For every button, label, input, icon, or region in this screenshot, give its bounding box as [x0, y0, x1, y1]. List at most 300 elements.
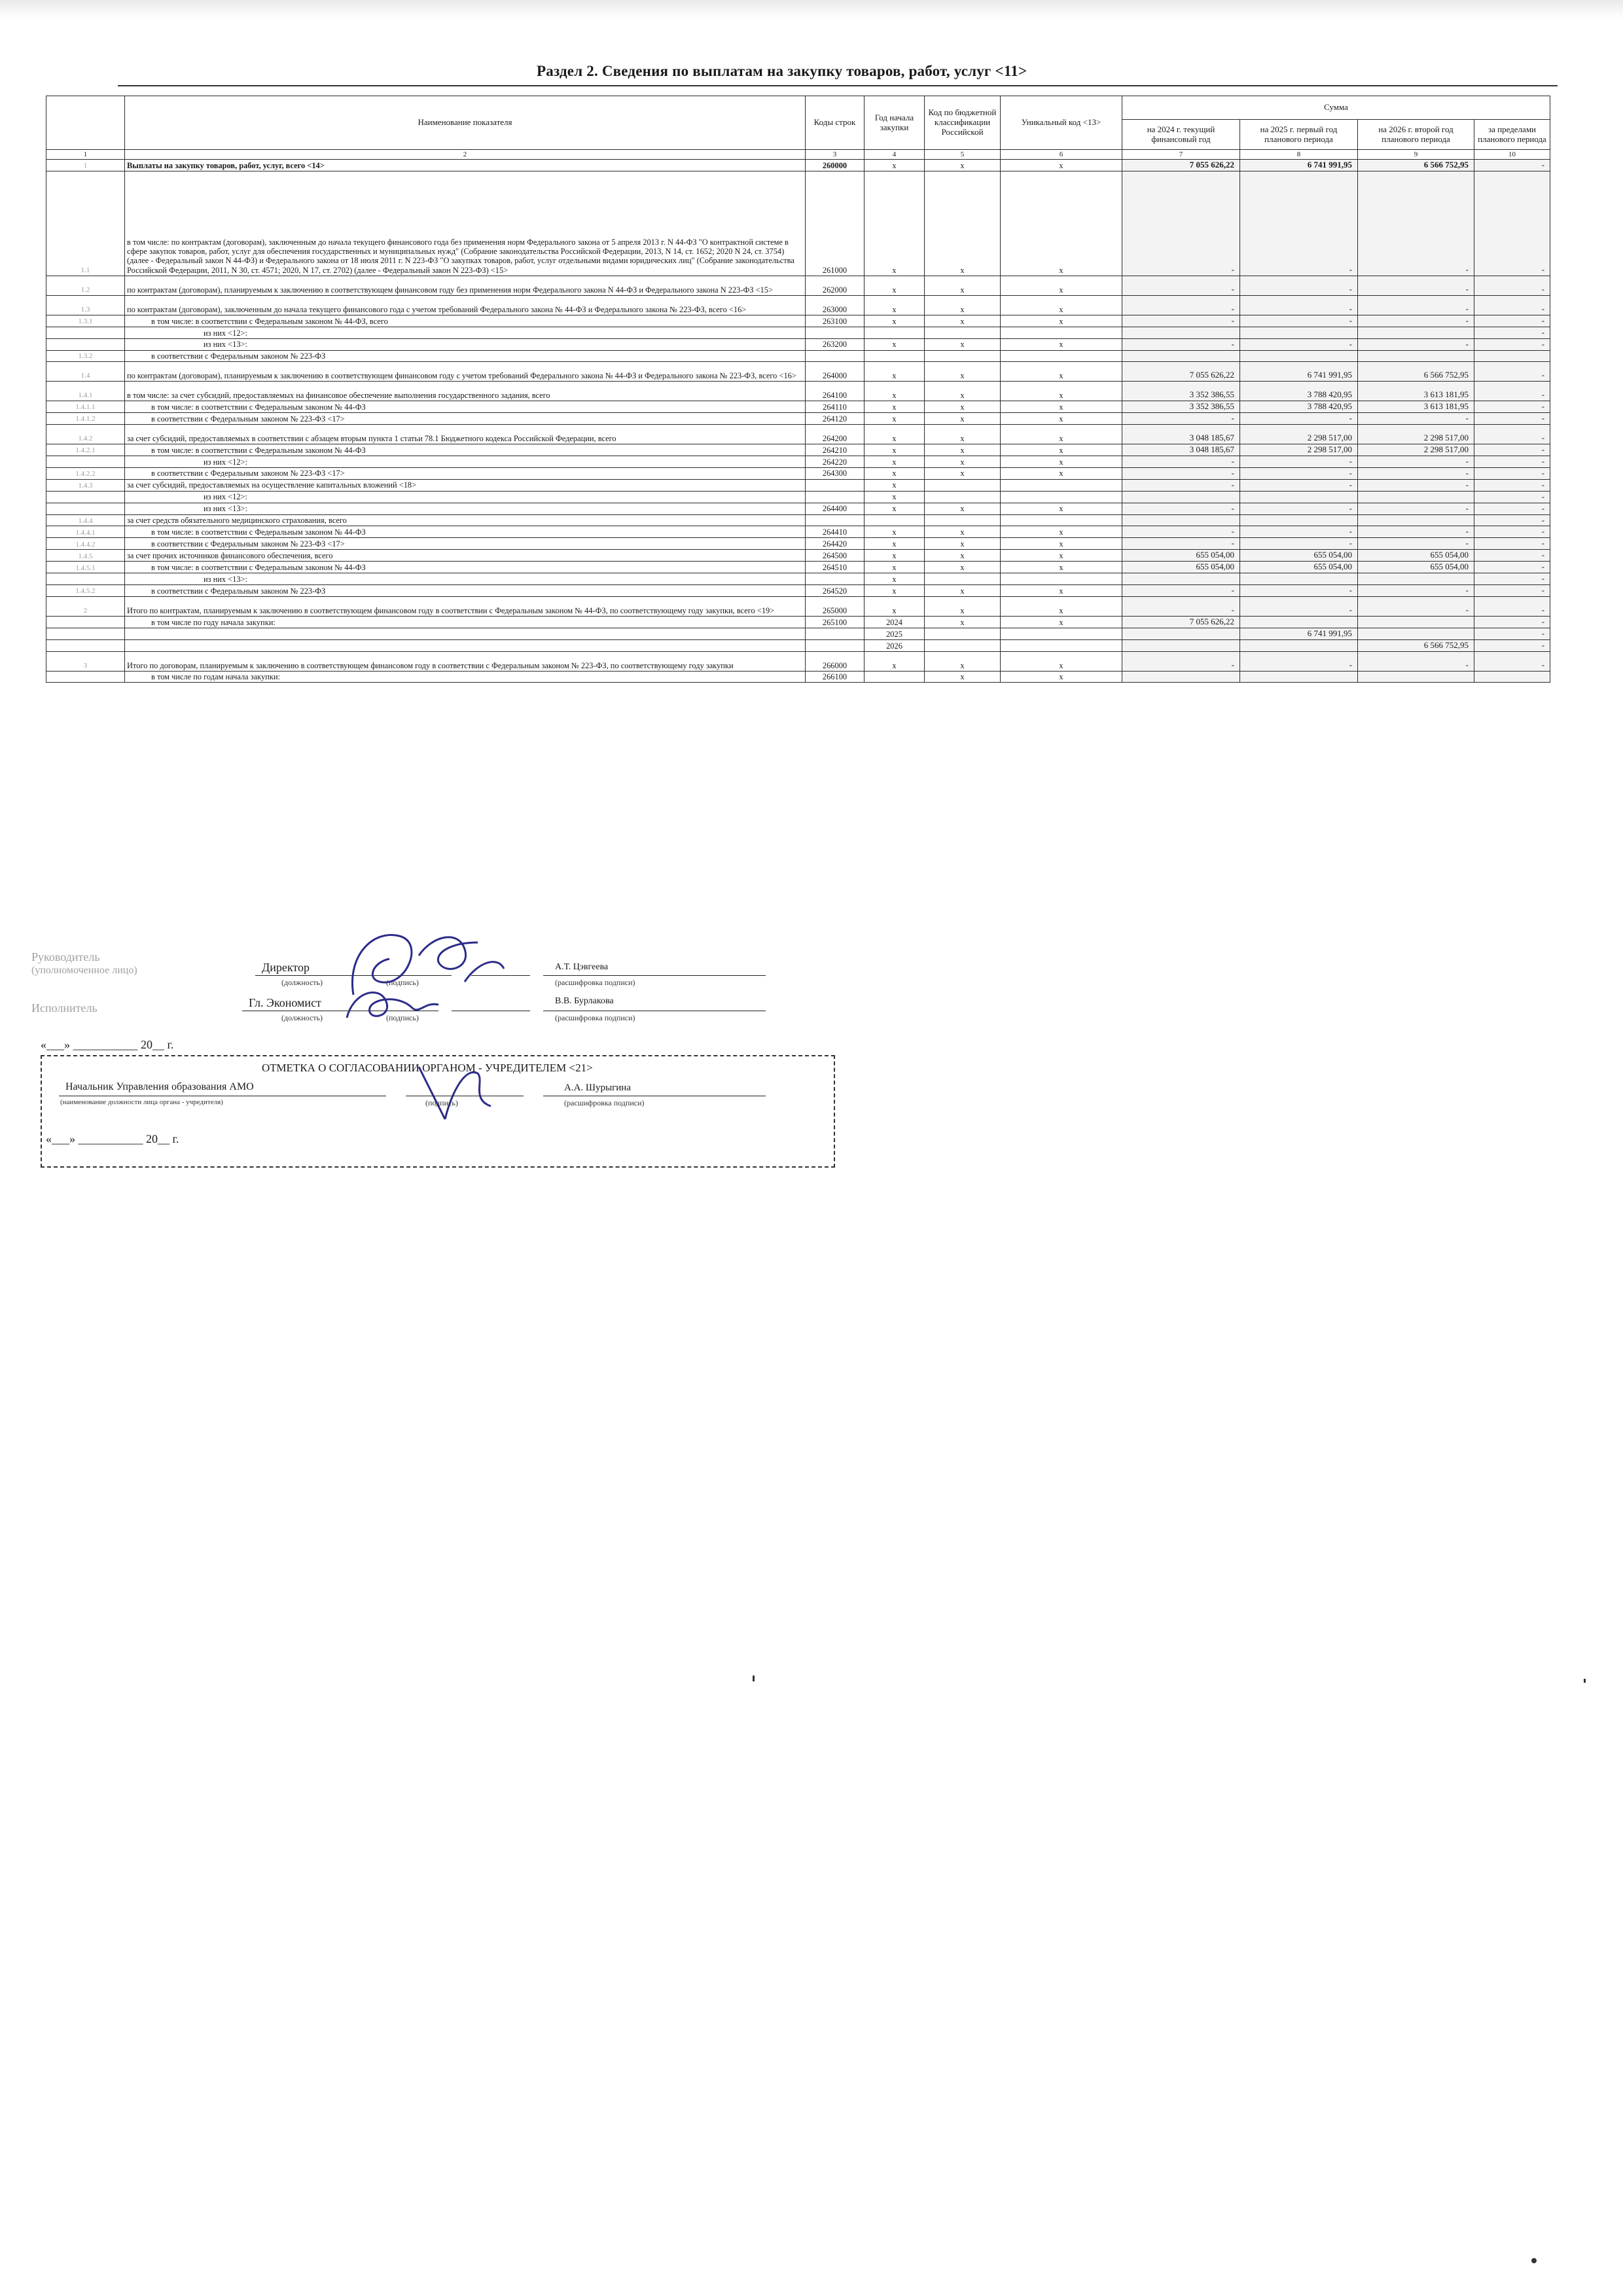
sum-2026 — [1358, 491, 1474, 503]
unique-code: x — [1001, 171, 1122, 276]
table-row — [46, 526, 1550, 538]
row-number: 1.3 — [46, 295, 125, 315]
sum-beyond: - — [1474, 456, 1550, 467]
sum-2026: 3 613 181,95 — [1358, 401, 1474, 413]
indicator-name: в том числе по году начала закупки: — [125, 617, 806, 628]
indicator-name: из них <12>: — [125, 491, 806, 503]
sum-2025: 3 788 420,95 — [1240, 401, 1358, 413]
budget-code — [925, 327, 1001, 338]
budget-code: x — [925, 401, 1001, 413]
sum-beyond: - — [1474, 617, 1550, 628]
sum-beyond: - — [1474, 276, 1550, 295]
row-number: 1.4.1.1 — [46, 401, 125, 413]
unique-code: x — [1001, 362, 1122, 382]
table-row — [46, 538, 1550, 550]
col-2025-header: на 2025 г. первый год планового периода — [1240, 120, 1358, 150]
sum-2024: - — [1122, 171, 1240, 276]
table-row — [46, 401, 1550, 413]
sum-2024: 3 048 185,67 — [1122, 444, 1240, 456]
sum-2024: 3 048 185,67 — [1122, 424, 1240, 444]
exec-signature-caption: (подпись) — [386, 1013, 419, 1022]
table-row — [46, 617, 1550, 628]
sum-2026: - — [1358, 503, 1474, 514]
row-number — [46, 338, 125, 350]
sum-2025 — [1240, 350, 1358, 361]
unique-code: x — [1001, 382, 1122, 401]
row-number: 1.4.4.2 — [46, 538, 125, 550]
unique-code — [1001, 573, 1122, 585]
sum-2026: 6 566 752,95 — [1358, 160, 1474, 171]
sum-2025: - — [1240, 338, 1358, 350]
col-beyond-header: за пределами планового периода — [1474, 120, 1550, 150]
scan-speck — [753, 1676, 755, 1681]
row-number: 1.4.2.2 — [46, 467, 125, 479]
sum-2026 — [1358, 573, 1474, 585]
unique-code: x — [1001, 276, 1122, 295]
unique-code — [1001, 514, 1122, 526]
indicator-name: в том числе: за счет субсидий, предоставляемых на финансовое обеспечение выполнения государственного задания, всего — [125, 382, 806, 401]
table-row — [46, 276, 1550, 295]
sum-beyond: - — [1474, 562, 1550, 573]
row-code — [806, 479, 865, 491]
sum-2024: - — [1122, 526, 1240, 538]
col-rowno-header — [46, 96, 125, 150]
unique-code — [1001, 639, 1122, 651]
row-code: 263200 — [806, 338, 865, 350]
row-code — [806, 514, 865, 526]
row-number: 1.4.3 — [46, 479, 125, 491]
sum-2025: 2 298 517,00 — [1240, 424, 1358, 444]
budget-code: x — [925, 160, 1001, 171]
row-number — [46, 573, 125, 585]
sum-2024: - — [1122, 276, 1240, 295]
head-signature-caption: (подпись) — [386, 978, 419, 987]
table-row — [46, 456, 1550, 467]
col-index: 5 — [925, 150, 1001, 160]
unique-code — [1001, 628, 1122, 640]
sum-2025: 655 054,00 — [1240, 562, 1358, 573]
row-code: 264210 — [806, 444, 865, 456]
sum-beyond: - — [1474, 514, 1550, 526]
row-code — [806, 327, 865, 338]
indicator-name: в соответствии с Федеральным законом № 223-ФЗ <17> — [125, 412, 806, 424]
budget-code: x — [925, 456, 1001, 467]
budget-code — [925, 350, 1001, 361]
row-code: 264510 — [806, 562, 865, 573]
indicator-name — [125, 639, 806, 651]
sum-2025: - — [1240, 503, 1358, 514]
sum-2025: - — [1240, 456, 1358, 467]
col-index: 8 — [1240, 150, 1358, 160]
sum-2026: - — [1358, 479, 1474, 491]
table-row — [46, 295, 1550, 315]
row-code — [806, 350, 865, 361]
row-code: 263000 — [806, 295, 865, 315]
budget-code: x — [925, 171, 1001, 276]
sum-2024: 7 055 626,22 — [1122, 617, 1240, 628]
row-number: 1.4.2.1 — [46, 444, 125, 456]
sum-2026 — [1358, 671, 1474, 682]
column-index-row — [46, 150, 1550, 160]
row-code: 265000 — [806, 597, 865, 617]
indicator-name: в соответствии с Федеральным законом № 223-ФЗ — [125, 585, 806, 597]
table-row — [46, 597, 1550, 617]
sum-2025: 2 298 517,00 — [1240, 444, 1358, 456]
row-code: 266100 — [806, 671, 865, 682]
purchase-year: x — [865, 401, 925, 413]
indicator-name — [125, 628, 806, 640]
row-number: 1.4.2 — [46, 424, 125, 444]
indicator-name: в том числе по годам начала закупки: — [125, 671, 806, 682]
exec-name: В.В. Бурлакова — [555, 996, 614, 1006]
row-number: 1.3.1 — [46, 315, 125, 327]
sum-2025: 6 741 991,95 — [1240, 362, 1358, 382]
purchase-year: x — [865, 467, 925, 479]
sum-2026: 655 054,00 — [1358, 562, 1474, 573]
purchase-year: x — [865, 338, 925, 350]
row-code — [806, 639, 865, 651]
sum-beyond — [1474, 671, 1550, 682]
head-position-caption: (должность) — [281, 978, 323, 987]
sum-2024 — [1122, 327, 1240, 338]
budget-code: x — [925, 362, 1001, 382]
unique-code: x — [1001, 550, 1122, 562]
table-row — [46, 651, 1550, 671]
table-row — [46, 639, 1550, 651]
unique-code: x — [1001, 526, 1122, 538]
purchase-year: x — [865, 456, 925, 467]
row-number: 1.4.4.1 — [46, 526, 125, 538]
sum-beyond: - — [1474, 550, 1550, 562]
row-number: 1.4.5.2 — [46, 585, 125, 597]
unique-code: x — [1001, 538, 1122, 550]
budget-code: x — [925, 597, 1001, 617]
sum-2026: - — [1358, 526, 1474, 538]
purchase-year — [865, 514, 925, 526]
sum-beyond: - — [1474, 538, 1550, 550]
sum-2024 — [1122, 350, 1240, 361]
table-row — [46, 350, 1550, 361]
sum-2025 — [1240, 514, 1358, 526]
sum-2025: - — [1240, 479, 1358, 491]
sum-beyond: - — [1474, 160, 1550, 171]
row-number — [46, 456, 125, 467]
indicator-name: в том числе: в соответствии с Федеральным законом № 44-ФЗ — [125, 562, 806, 573]
row-number: 1.2 — [46, 276, 125, 295]
exec-position: Гл. Экономист — [249, 996, 321, 1009]
col-2026-header: на 2026 г. второй год планового периода — [1358, 120, 1474, 150]
sum-2026: - — [1358, 467, 1474, 479]
indicator-name: за счет прочих источников финансового обеспечения, всего — [125, 550, 806, 562]
indicator-name: Итого по договорам, планируемым к заключению в соответствующем финансовом году в соответствии с Федеральным законом № 223-ФЗ, по соответствующему году закупки — [125, 651, 806, 671]
sum-2026: 6 566 752,95 — [1358, 362, 1474, 382]
sum-2024: - — [1122, 503, 1240, 514]
budget-code — [925, 573, 1001, 585]
indicator-name: в соответствии с Федеральным законом № 223-ФЗ <17> — [125, 467, 806, 479]
unique-code: x — [1001, 503, 1122, 514]
row-number: 1.3.2 — [46, 350, 125, 361]
row-code: 264120 — [806, 412, 865, 424]
sum-2024: 655 054,00 — [1122, 562, 1240, 573]
sum-2026: - — [1358, 597, 1474, 617]
row-number — [46, 503, 125, 514]
row-number — [46, 491, 125, 503]
budget-code: x — [925, 526, 1001, 538]
sum-2026: 3 613 181,95 — [1358, 382, 1474, 401]
purchase-year — [865, 671, 925, 682]
table-row — [46, 628, 1550, 640]
budget-code: x — [925, 585, 1001, 597]
row-number — [46, 628, 125, 640]
table-row — [46, 160, 1550, 171]
head-label: Руководитель — [31, 950, 100, 963]
unique-code — [1001, 479, 1122, 491]
budget-code — [925, 514, 1001, 526]
sum-beyond: - — [1474, 597, 1550, 617]
col-index: 6 — [1001, 150, 1122, 160]
unique-code: x — [1001, 562, 1122, 573]
row-number: 1.4 — [46, 362, 125, 382]
table-row — [46, 171, 1550, 276]
sum-2024 — [1122, 514, 1240, 526]
sum-2026: 2 298 517,00 — [1358, 444, 1474, 456]
table-row — [46, 424, 1550, 444]
row-number: 1.4.5 — [46, 550, 125, 562]
table-body — [46, 160, 1550, 683]
unique-code — [1001, 350, 1122, 361]
sum-beyond: - — [1474, 412, 1550, 424]
budget-code — [925, 479, 1001, 491]
sum-2026: - — [1358, 538, 1474, 550]
sum-2025 — [1240, 573, 1358, 585]
budget-code: x — [925, 444, 1001, 456]
sum-2025: 3 788 420,95 — [1240, 382, 1358, 401]
sum-2025 — [1240, 617, 1358, 628]
sum-2024: - — [1122, 597, 1240, 617]
sum-2024: - — [1122, 338, 1240, 350]
unique-code: x — [1001, 424, 1122, 444]
sum-2026: 6 566 752,95 — [1358, 639, 1474, 651]
purchase-year: x — [865, 550, 925, 562]
sum-2026: - — [1358, 276, 1474, 295]
page-title: Раздел 2. Сведения по выплатам на закупку товаров, работ, услуг <11> — [537, 63, 1027, 79]
purchase-year — [865, 350, 925, 361]
sum-beyond: - — [1474, 479, 1550, 491]
table-row — [46, 503, 1550, 514]
sum-2025: - — [1240, 538, 1358, 550]
row-code: 261000 — [806, 171, 865, 276]
sum-2026 — [1358, 514, 1474, 526]
col-index: 1 — [46, 150, 125, 160]
sum-2025: - — [1240, 467, 1358, 479]
unique-code: x — [1001, 671, 1122, 682]
sum-2026 — [1358, 617, 1474, 628]
purchase-year: x — [865, 538, 925, 550]
sum-2026: - — [1358, 585, 1474, 597]
budget-code: x — [925, 651, 1001, 671]
sum-2025 — [1240, 327, 1358, 338]
sum-2024: 3 352 386,55 — [1122, 382, 1240, 401]
sum-2025: - — [1240, 315, 1358, 327]
sum-2026: 2 298 517,00 — [1358, 424, 1474, 444]
indicator-name: Итого по контрактам, планируемым к заключению в соответствующем финансовом году в соответствии с Федеральным законом № 44-ФЗ, по соответствующему году закупки, всего <19> — [125, 597, 806, 617]
purchase-year: x — [865, 315, 925, 327]
row-code: 262000 — [806, 276, 865, 295]
sum-2025: 6 741 991,95 — [1240, 160, 1358, 171]
purchase-year: x — [865, 479, 925, 491]
budget-code: x — [925, 671, 1001, 682]
row-code: 264100 — [806, 382, 865, 401]
signature-date: «___» ___________ 20__ г. — [41, 1038, 174, 1051]
payments-table — [46, 96, 1550, 683]
purchase-year: 2026 — [865, 639, 925, 651]
sum-2024: 7 055 626,22 — [1122, 160, 1240, 171]
budget-code: x — [925, 550, 1001, 562]
head-sub-label: (уполномоченное лицо) — [31, 965, 137, 976]
col-unique-header: Уникальный код <13> — [1001, 96, 1122, 150]
purchase-year: 2025 — [865, 628, 925, 640]
row-code: 264300 — [806, 467, 865, 479]
indicator-name: по контрактам (договорам), планируемым к заключению в соответствующем финансовом году с учетом требований Федерального закона № 44-ФЗ и Федерального закона № 223-ФЗ, всего <16> — [125, 362, 806, 382]
head-name-caption: (расшифровка подписи) — [555, 978, 635, 987]
row-code: 264200 — [806, 424, 865, 444]
table-row — [46, 491, 1550, 503]
row-code: 260000 — [806, 160, 865, 171]
unique-code: x — [1001, 617, 1122, 628]
sum-2025: - — [1240, 276, 1358, 295]
row-code: 264420 — [806, 538, 865, 550]
sum-2025 — [1240, 639, 1358, 651]
executor-signature-mark — [340, 982, 445, 1028]
budget-code: x — [925, 382, 1001, 401]
row-code — [806, 491, 865, 503]
sum-2024 — [1122, 639, 1240, 651]
row-code: 266000 — [806, 651, 865, 671]
budget-code: x — [925, 315, 1001, 327]
row-number: 3 — [46, 651, 125, 671]
row-number: 2 — [46, 597, 125, 617]
purchase-year: x — [865, 444, 925, 456]
indicator-name: из них <13>: — [125, 573, 806, 585]
sum-2026: 655 054,00 — [1358, 550, 1474, 562]
table-row — [46, 362, 1550, 382]
approval-date: «___» ___________ 20__ г. — [46, 1132, 179, 1145]
sum-2024 — [1122, 628, 1240, 640]
col-index: 3 — [806, 150, 865, 160]
approval-signature-caption: (подпись) — [425, 1098, 458, 1107]
sum-beyond: - — [1474, 401, 1550, 413]
sum-2024: - — [1122, 295, 1240, 315]
row-code: 264500 — [806, 550, 865, 562]
sum-2024: 655 054,00 — [1122, 550, 1240, 562]
sum-2026: - — [1358, 412, 1474, 424]
table-row — [46, 412, 1550, 424]
row-code: 264520 — [806, 585, 865, 597]
row-code: 264110 — [806, 401, 865, 413]
unique-code: x — [1001, 412, 1122, 424]
row-number — [46, 639, 125, 651]
purchase-year: x — [865, 382, 925, 401]
unique-code: x — [1001, 295, 1122, 315]
table-row — [46, 327, 1550, 338]
col-2024-header: на 2024 г. текущий финансовый год — [1122, 120, 1240, 150]
indicator-name: за счет средств обязательного медицинского страхования, всего — [125, 514, 806, 526]
sum-2026: - — [1358, 171, 1474, 276]
indicator-name: из них <12>: — [125, 456, 806, 467]
sum-beyond: - — [1474, 327, 1550, 338]
head-name-line — [543, 975, 766, 976]
indicator-name: в том числе: в соответствии с Федеральным законом № 44-ФЗ, всего — [125, 315, 806, 327]
sum-2026: - — [1358, 456, 1474, 467]
sum-2025: - — [1240, 585, 1358, 597]
row-number: 1.1 — [46, 171, 125, 276]
indicator-name: за счет субсидий, предоставляемых в соответствии с абзацем вторым пункта 1 статьи 78.1 Бюджетного кодекса Российской Федерации, всего — [125, 424, 806, 444]
table-row — [46, 585, 1550, 597]
sum-beyond: - — [1474, 628, 1550, 640]
sum-2024 — [1122, 491, 1240, 503]
sum-2024: 7 055 626,22 — [1122, 362, 1240, 382]
unique-code: x — [1001, 651, 1122, 671]
sum-2024: - — [1122, 479, 1240, 491]
budget-code — [925, 639, 1001, 651]
sum-2025: - — [1240, 412, 1358, 424]
indicator-name: за счет субсидий, предоставляемых на осуществление капитальных вложений <18> — [125, 479, 806, 491]
purchase-year: x — [865, 503, 925, 514]
sum-2025 — [1240, 671, 1358, 682]
sum-2024 — [1122, 671, 1240, 682]
head-name: А.Т. Цэвгеева — [555, 962, 609, 972]
sum-beyond: - — [1474, 526, 1550, 538]
sum-2025 — [1240, 491, 1358, 503]
sum-beyond: - — [1474, 382, 1550, 401]
purchase-year: x — [865, 597, 925, 617]
budget-code — [925, 628, 1001, 640]
sum-2025: - — [1240, 651, 1358, 671]
sum-beyond: - — [1474, 424, 1550, 444]
col-index: 9 — [1358, 150, 1474, 160]
approval-heading: ОТМЕТКА О СОГЛАСОВАНИИ ОРГАНОМ - УЧРЕДИТЕЛЕМ <21> — [262, 1062, 593, 1074]
purchase-year: x — [865, 424, 925, 444]
table-row — [46, 444, 1550, 456]
unique-code: x — [1001, 467, 1122, 479]
sum-2024 — [1122, 573, 1240, 585]
purchase-year: x — [865, 491, 925, 503]
row-code: 264220 — [806, 456, 865, 467]
sum-2025: 6 741 991,95 — [1240, 628, 1358, 640]
purchase-year: x — [865, 573, 925, 585]
sum-beyond: - — [1474, 338, 1550, 350]
sum-beyond: - — [1474, 295, 1550, 315]
budget-code: x — [925, 412, 1001, 424]
purchase-year: x — [865, 160, 925, 171]
row-code: 263100 — [806, 315, 865, 327]
unique-code: x — [1001, 315, 1122, 327]
row-number: 1.4.5.1 — [46, 562, 125, 573]
row-code: 264400 — [806, 503, 865, 514]
exec-position-caption: (должность) — [281, 1013, 323, 1022]
budget-code: x — [925, 562, 1001, 573]
row-number: 1.4.4 — [46, 514, 125, 526]
approval-name: А.А. Шурыгина — [564, 1083, 631, 1093]
row-code — [806, 573, 865, 585]
purchase-year: x — [865, 651, 925, 671]
exec-name-caption: (расшифровка подписи) — [555, 1013, 635, 1022]
indicator-name: в соответствии с Федеральным законом № 223-ФЗ <17> — [125, 538, 806, 550]
table-row — [46, 550, 1550, 562]
row-code: 264000 — [806, 362, 865, 382]
sum-2025: 655 054,00 — [1240, 550, 1358, 562]
indicator-name: в том числе: по контрактам (договорам), заключенным до начала текущего финансового года без применения норм Федерального закона от 5 апреля 2013 г. N 44-ФЗ "О контрактной системе в сфере закупок товаров, работ, услуг для обеспечения государственных и муниципальных нужд" (Собрание законодательства Российской Федерации, 2013, N 14, ст. 1652; 2020 N 24, ст. 3754) (далее - Федеральный закон N 44-ФЗ) и Федерального закона от 18 июля 2011 г. N 223-ФЗ "О закупках товаров, работ, услуг отдельными видами юридических лиц" (Собрание законодательства Российской Федерации, 2011, N 30, ст. 4571; 2020, N 17, ст. 2702) (далее - Федеральный закон N 223-ФЗ) <15> — [125, 171, 806, 276]
